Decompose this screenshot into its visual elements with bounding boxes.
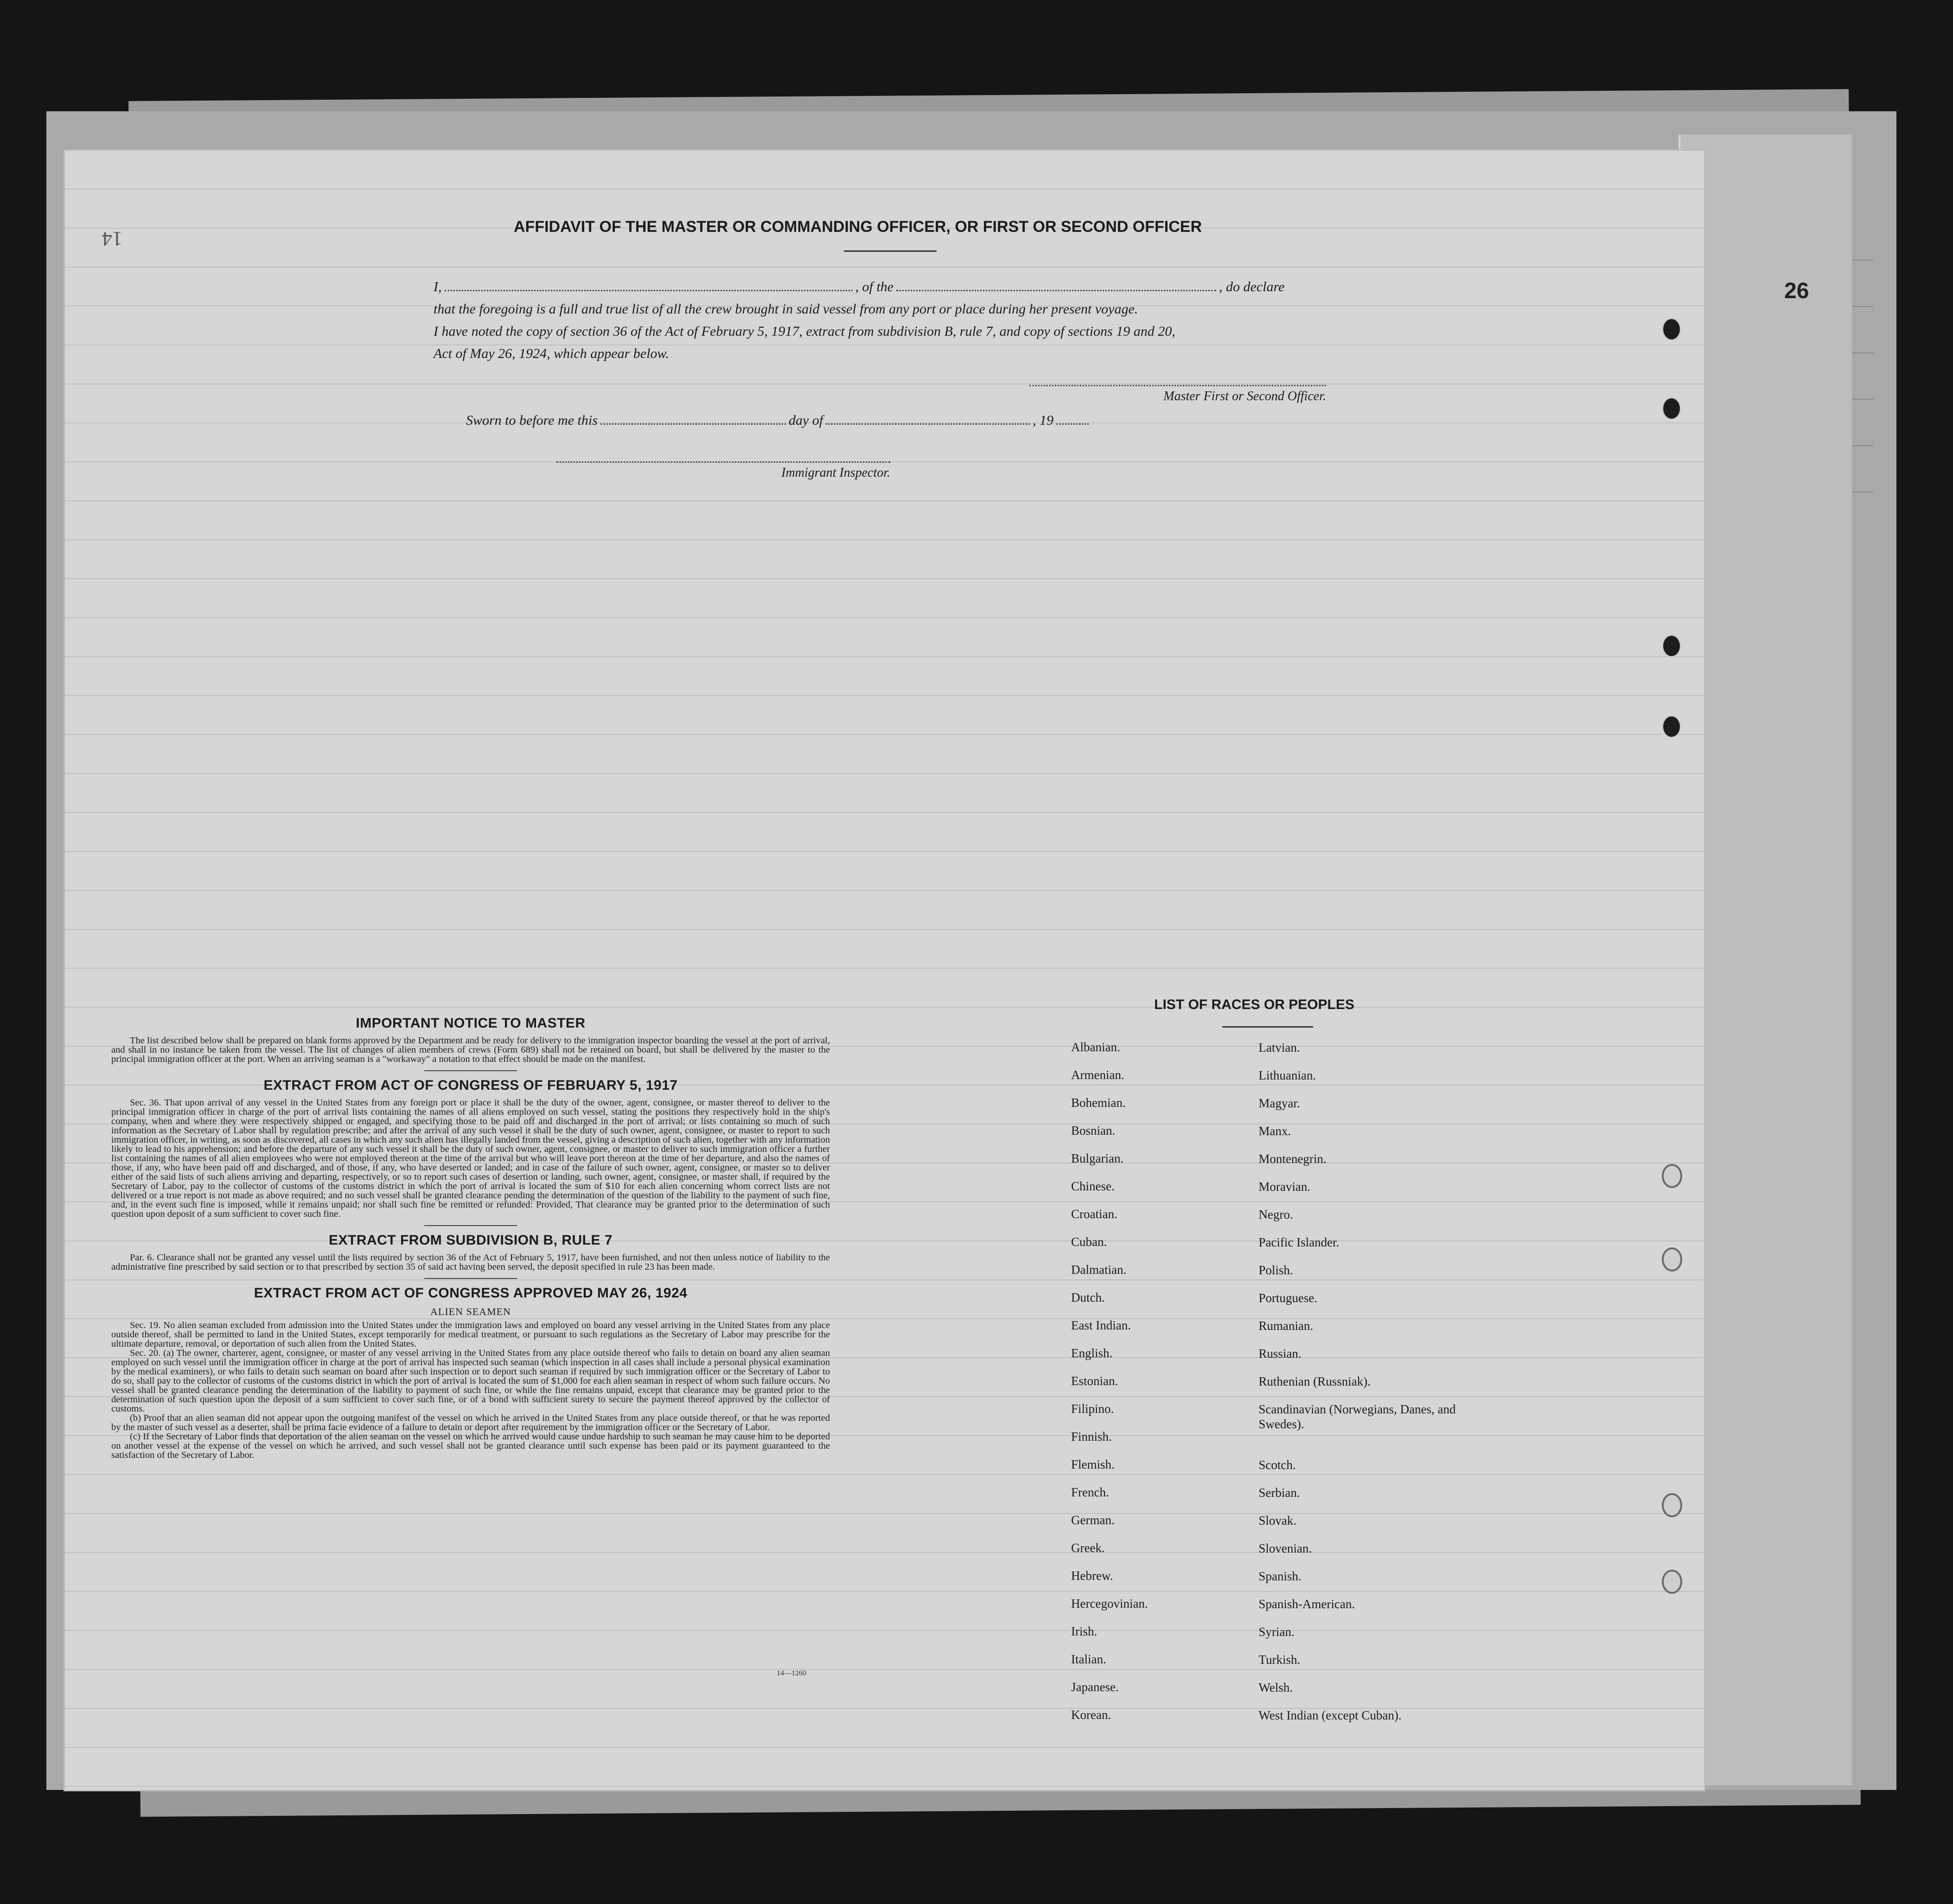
- race-item: Armenian.: [1071, 1068, 1124, 1082]
- notice-text: The list described below shall be prepared on blank forms approved by the Department and be ready for delivery to the immigration inspector boarding the vessel at the port of arrival, and shall in no instance be taken from the vessel. The list of changes of alien members of crews (Form 689) shall not be retained on board, but shall be delivered by the master to the principal immigration officer at the port. When an arriving seaman is a "workaway" a notation to that effect should be made on the manifest.: [111, 1035, 830, 1064]
- title-divider: [844, 250, 937, 252]
- race-item: Bohemian.: [1071, 1096, 1126, 1110]
- sec-20b-text: (b) Proof that an alien seaman did not appear upon the outgoing manifest of the vessel on which he arrived in the United States from any place outside thereof, or that he was reported by the master of such vessel as a deserter, shall be prima facie evidence of a failure to detain or deport after requirement by the immigration officer or the Secretary of Labor.: [111, 1413, 830, 1432]
- race-item: Pacific Islander.: [1258, 1235, 1340, 1249]
- alien-seamen-subtitle: ALIEN SEAMEN: [430, 1306, 511, 1317]
- race-item: Spanish-American.: [1258, 1597, 1355, 1611]
- race-item: Russian.: [1258, 1347, 1302, 1361]
- race-item: Moravian.: [1258, 1180, 1311, 1194]
- race-item: Scandinavian (Norwegians, Danes, and Swedes).: [1258, 1402, 1456, 1431]
- corner-page-mark: 14: [102, 228, 122, 250]
- race-item: West Indian (except Cuban).: [1258, 1708, 1402, 1722]
- inspector-signature-block: [556, 461, 890, 480]
- signature-line[interactable]: [1029, 385, 1326, 386]
- race-item: Rumanian.: [1258, 1319, 1314, 1333]
- day-of-text: day of: [788, 413, 823, 428]
- race-item: English.: [1071, 1346, 1113, 1360]
- form-number: 14—1260: [777, 1669, 806, 1677]
- binder-hole: [1662, 1164, 1682, 1188]
- affidavit-title: AFFIDAVIT OF THE MASTER OR COMMANDING OFFICER, OR FIRST OR SECOND OFFICER: [514, 218, 1202, 236]
- race-item: Estonian.: [1071, 1374, 1118, 1388]
- race-item: Latvian.: [1258, 1041, 1300, 1054]
- race-item: Filipino.: [1071, 1402, 1114, 1416]
- vessel-blank[interactable]: [896, 287, 1216, 291]
- race-item: Chinese.: [1071, 1179, 1115, 1193]
- affidavit-line-2: that the foregoing is a full and true list of all the crew brought in said vessel from any port or place during her present voyage.: [434, 301, 1138, 317]
- race-item: Turkish.: [1258, 1653, 1301, 1667]
- races-title: LIST OF RACES OR PEOPLES: [1154, 997, 1354, 1012]
- race-item: East Indian.: [1071, 1318, 1131, 1332]
- race-item: Montenegrin.: [1258, 1152, 1327, 1166]
- inspector-label: Immigrant Inspector.: [781, 466, 890, 480]
- binder-hole: [1662, 634, 1681, 658]
- race-item: Italian.: [1071, 1652, 1106, 1666]
- binder-hole: [1662, 1493, 1682, 1517]
- race-item: Negro.: [1258, 1208, 1293, 1221]
- page-number: 26: [1784, 279, 1809, 303]
- year-blank[interactable]: [1056, 421, 1089, 425]
- race-item: Manx.: [1258, 1124, 1291, 1138]
- race-item: Hercegovinian.: [1071, 1597, 1148, 1610]
- inspector-signature-line[interactable]: [556, 461, 890, 463]
- race-item: Finnish.: [1071, 1430, 1112, 1444]
- race-item: Slovenian.: [1258, 1541, 1312, 1555]
- binder-hole: [1662, 318, 1681, 341]
- binder-hole: [1662, 715, 1681, 738]
- divider: [424, 1278, 517, 1279]
- race-item: Korean.: [1071, 1708, 1111, 1722]
- stacked-page-edges: [1679, 134, 1852, 1785]
- race-item: Cuban.: [1071, 1235, 1107, 1249]
- race-item: Serbian.: [1258, 1486, 1300, 1500]
- name-blank[interactable]: [445, 287, 853, 291]
- race-item: Greek.: [1071, 1541, 1105, 1555]
- race-item: Scotch.: [1258, 1458, 1296, 1472]
- affidavit-of-the: , of the: [855, 279, 894, 294]
- race-item: Magyar.: [1258, 1096, 1300, 1110]
- race-item: Bosnian.: [1071, 1124, 1116, 1137]
- race-item: Lithuanian.: [1258, 1068, 1316, 1082]
- race-item: Flemish.: [1071, 1457, 1115, 1471]
- binder-hole: [1662, 1247, 1682, 1271]
- notice-title: IMPORTANT NOTICE TO MASTER: [356, 1016, 586, 1031]
- extract-1917-title: EXTRACT FROM ACT OF CONGRESS OF FEBRUARY 5, 1917: [263, 1078, 678, 1093]
- race-item: Dutch.: [1071, 1291, 1105, 1304]
- race-item: Albanian.: [1071, 1040, 1120, 1054]
- extract-1917-text: Sec. 36. That upon arrival of any vessel in the United States from any foreign port or place it shall be the duty of the owner, agent, consignee, or master thereof to deliver to the principal immigration officer in charge of the port of arrival lists containing the names of all aliens employed on such vessel, stating the positions they respectively hold in the ship's company, when and where they were respectively shipped or engaged, and specifying those to be paid off and discharged in the port of arrival; or lists containing so much of such information as the Secretary of Labor shall by regulation prescribe; and after the arrival of any such vessel it shall be the duty of such owner, agent, consignee, or master to report to such immigration officer, in writing, as soon as discovered, all cases in which any such alien has illegally landed from the vessel, giving a description of such alien, together with any information likely to lead to his apprehension; and before the departure of any such vessel it shall be the duty of such owner, agent, consignee, or master to deliver to such immigration officer a further list containing the names of all alien employees who were not employed thereon at the time of the arrival but who will leave port thereon at the time of her departure, and also the names of those, if any, who have been paid off and discharged, and of those, if any, who have deserted or landed; and in case of the failure of such owner, agent, consignee, or master so to deliver either of the said lists of such aliens arriving and departing, respectively, or so to report such cases of desertion or landing, such owner, agent, consignee, or master shall, if required by the Secretary of Labor, pay to the collector of customs of the customs district in which the port of arrival is located the sum of $10 for each alien concerning whom correct lists are not delivered or a true report is not made as above required; and no such vessel shall be granted clearance pending the determination of the question of the liability to the payment of such fine, and, in the event such fine is imposed, while it remains unpaid; nor shall such fine be remitted or refunded: Provided, That clearance may be granted prior to the determination of such question upon deposit of a sum sufficient to cover such fine.: [111, 1098, 830, 1219]
- race-item: Dalmatian.: [1071, 1263, 1127, 1277]
- signature-label: Master First or Second Officer.: [1163, 389, 1326, 403]
- race-item: Irish.: [1071, 1624, 1098, 1638]
- year-prefix: , 19: [1033, 413, 1054, 428]
- affidavit-line-4: Act of May 26, 1924, which appear below.: [434, 346, 669, 361]
- divider: [424, 1070, 517, 1071]
- race-item: Polish.: [1258, 1263, 1293, 1277]
- race-item: Syrian.: [1258, 1625, 1295, 1639]
- notice-section: [111, 1016, 830, 1460]
- divider: [424, 1225, 517, 1226]
- races-list: [1071, 1040, 1488, 1736]
- races-divider: [1222, 1026, 1313, 1028]
- race-item: Hebrew.: [1071, 1569, 1113, 1583]
- race-item: Ruthenian (Russniak).: [1258, 1374, 1371, 1388]
- race-item: Spanish.: [1258, 1569, 1302, 1583]
- extract-rule7-text: Par. 6. Clearance shall not be granted any vessel until the lists required by section 36 of the Act of February 5, 1917, have been furnished, and not then unless notice of liability to the administrative fine prescribed by said section or to that prescribed by section 35 of said act having been served, the deposit specified in rule 23 has been made.: [111, 1252, 830, 1272]
- binder-hole: [1662, 1570, 1682, 1594]
- affidavit-i: I,: [434, 279, 442, 294]
- race-item: Welsh.: [1258, 1680, 1293, 1694]
- month-blank[interactable]: [826, 421, 1030, 425]
- day-blank[interactable]: [600, 421, 786, 425]
- sec-20c-text: (c) If the Secretary of Labor finds that deportation of the alien seaman on the vessel on which he arrived would cause undue hardship to such seaman he may cause him to be deported on another vessel at the expense of the vessel on which he arrived, and such vessel shall not be granted clearance until such expense has been paid or its payment guaranteed to the satisfaction of the Secretary of Labor.: [111, 1431, 830, 1460]
- master-signature-block: [1029, 385, 1326, 404]
- race-item: French.: [1071, 1485, 1109, 1499]
- sworn-line: [466, 413, 1091, 428]
- sworn-text: Sworn to before me this: [466, 413, 598, 428]
- extract-1924-title: EXTRACT FROM ACT OF CONGRESS APPROVED MAY 26, 1924: [254, 1285, 688, 1301]
- race-item: Bulgarian.: [1071, 1151, 1124, 1165]
- sec-20a-text: Sec. 20. (a) The owner, charterer, agent, consignee, or master of any vessel arriving in the United States from any place outside thereof who fails to detain on board any alien seaman employed on such vessel until the immigration officer in charge at the port of arrival has inspected such seaman (which inspection in all cases shall include a personal physical examination by the medical examiners), or who fails to detain such seaman on board after such inspection or to deport such seaman if required by such immigration officer or the Secretary of Labor to do so, shall pay to the collector of customs of the customs district in which the port of arrival is located the sum of $1,000 for each alien seaman in respect of whom such failure occurs. No vessel shall be granted clearance pending the determination of the liability to payment of such fine, or while the fine remains unpaid, except that clearance may be granted prior to the determination of such question upon the deposit of a sum sufficient to cover such fine, or of a bond with sufficient surety to secure the payment thereof approved by the collector of customs.: [111, 1348, 830, 1414]
- affidavit-body: [434, 276, 1347, 365]
- race-item: Slovak.: [1258, 1514, 1297, 1527]
- binder-hole: [1662, 397, 1681, 420]
- affidavit-do-declare: , do declare: [1219, 279, 1285, 294]
- extract-rule7-title: EXTRACT FROM SUBDIVISION B, RULE 7: [328, 1233, 613, 1248]
- race-item: Croatian.: [1071, 1207, 1117, 1221]
- race-item: German.: [1071, 1513, 1115, 1527]
- sec-19-text: Sec. 19. No alien seaman excluded from admission into the United States under the immigration laws and employed on board any vessel arriving in the United States from any place outside thereof, shall be permitted to land in the United States, except temporarily for medical treatment, or pursuant to such regulations as the Secretary of Labor may prescribe for the ultimate departure, removal, or deportation of such alien from the United States.: [111, 1320, 830, 1349]
- affidavit-line-3: I have noted the copy of section 36 of the Act of February 5, 1917, extract from subdivision B, rule 7, and copy of sections 19 and 20,: [434, 324, 1175, 339]
- race-item: Portuguese.: [1258, 1291, 1318, 1305]
- race-item: Japanese.: [1071, 1680, 1119, 1694]
